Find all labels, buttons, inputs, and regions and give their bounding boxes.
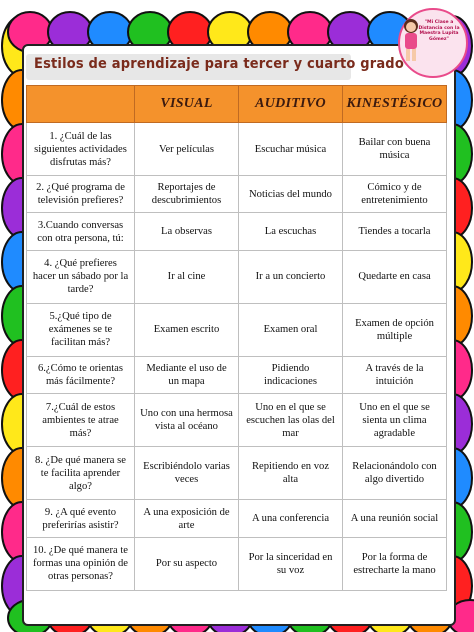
header-kinestesico: KINESTÉSICO [343, 86, 447, 123]
table-row [27, 250, 447, 303]
visual-cell: Ver películas [135, 123, 239, 176]
visual-cell: Examen escrito [135, 303, 239, 356]
auditivo-cell: La escuchas [239, 213, 343, 250]
auditivo-cell: Repitiendo en voz alta [239, 447, 343, 500]
question-cell: 4. ¿Qué prefieres hacer un sábado por la tarde? [27, 250, 135, 303]
kinestesico-cell: A una reunión social [343, 500, 447, 537]
question-cell: 9. ¿A qué evento preferirías asistir? [27, 500, 135, 537]
header-auditivo: AUDITIVO [239, 86, 343, 123]
table-row [27, 356, 447, 393]
question-cell: 1. ¿Cuál de las siguientes actividades disfrutas más? [27, 123, 135, 176]
auditivo-cell: A una conferencia [239, 500, 343, 537]
logo-text: "Mi Clase a Distancia con la Maestra Lupita Gómez" [418, 20, 460, 42]
table-row [27, 176, 447, 213]
header-question [27, 86, 135, 123]
kinestesico-cell: Tiendes a tocarla [343, 213, 447, 250]
kinestesico-cell: Relacionándolo con algo divertido [343, 447, 447, 500]
question-cell: 5.¿Qué tipo de exámenes se te facilitan más? [27, 303, 135, 356]
table-row [27, 500, 447, 537]
kinestesico-cell: A través de la intuición [343, 356, 447, 393]
table-row [27, 213, 447, 250]
auditivo-cell: Por la sinceridad en su voz [239, 537, 343, 590]
table-row [27, 394, 447, 447]
visual-cell: La observas [135, 213, 239, 250]
table-row [27, 447, 447, 500]
auditivo-cell: Ir a un concierto [239, 250, 343, 303]
question-cell: 6.¿Cómo te orientas más fácilmente? [27, 356, 135, 393]
auditivo-cell: Escuchar música [239, 123, 343, 176]
question-cell: 10. ¿De qué manera te formas una opinión de otras personas? [27, 537, 135, 590]
auditivo-cell: Uno en el que se escuchen las olas del mar [239, 394, 343, 447]
auditivo-cell: Noticias del mundo [239, 176, 343, 213]
visual-cell: Mediante el uso de un mapa [135, 356, 239, 393]
table-header-row [27, 86, 447, 123]
auditivo-cell: Examen oral [239, 303, 343, 356]
auditivo-cell: Pidiendo indicaciones [239, 356, 343, 393]
visual-cell: Reportajes de descubrimientos [135, 176, 239, 213]
kinestesico-cell: Uno en el que se sienta un clima agradable [343, 394, 447, 447]
kinestesico-cell: Examen de opción múltiple [343, 303, 447, 356]
visual-cell: Por su aspecto [135, 537, 239, 590]
kinestesico-cell: Cómico y de entretenimiento [343, 176, 447, 213]
table-row [27, 123, 447, 176]
visual-cell: Escribiéndolo varias veces [135, 447, 239, 500]
kinestesico-cell: Por la forma de estrecharte la mano [343, 537, 447, 590]
question-cell: 7.¿Cuál de estos ambientes te atrae más? [27, 394, 135, 447]
header-visual: VISUAL [135, 86, 239, 123]
learning-styles-table [26, 85, 447, 591]
visual-cell: Uno con una hermosa vista al océano [135, 394, 239, 447]
table-row [27, 303, 447, 356]
visual-cell: Ir al cine [135, 250, 239, 303]
question-cell: 8. ¿De qué manera se te facilita aprender algo? [27, 447, 135, 500]
question-cell: 2. ¿Qué programa de televisión prefieres? [27, 176, 135, 213]
visual-cell: A una exposición de arte [135, 500, 239, 537]
table-row [27, 537, 447, 590]
kinestesico-cell: Quedarte en casa [343, 250, 447, 303]
question-cell: 3.Cuando conversas con otra persona, tú: [27, 213, 135, 250]
kinestesico-cell: Bailar con buena música [343, 123, 447, 176]
page-title: Estilos de aprendizaje para tercer y cuarto grado [34, 56, 404, 72]
